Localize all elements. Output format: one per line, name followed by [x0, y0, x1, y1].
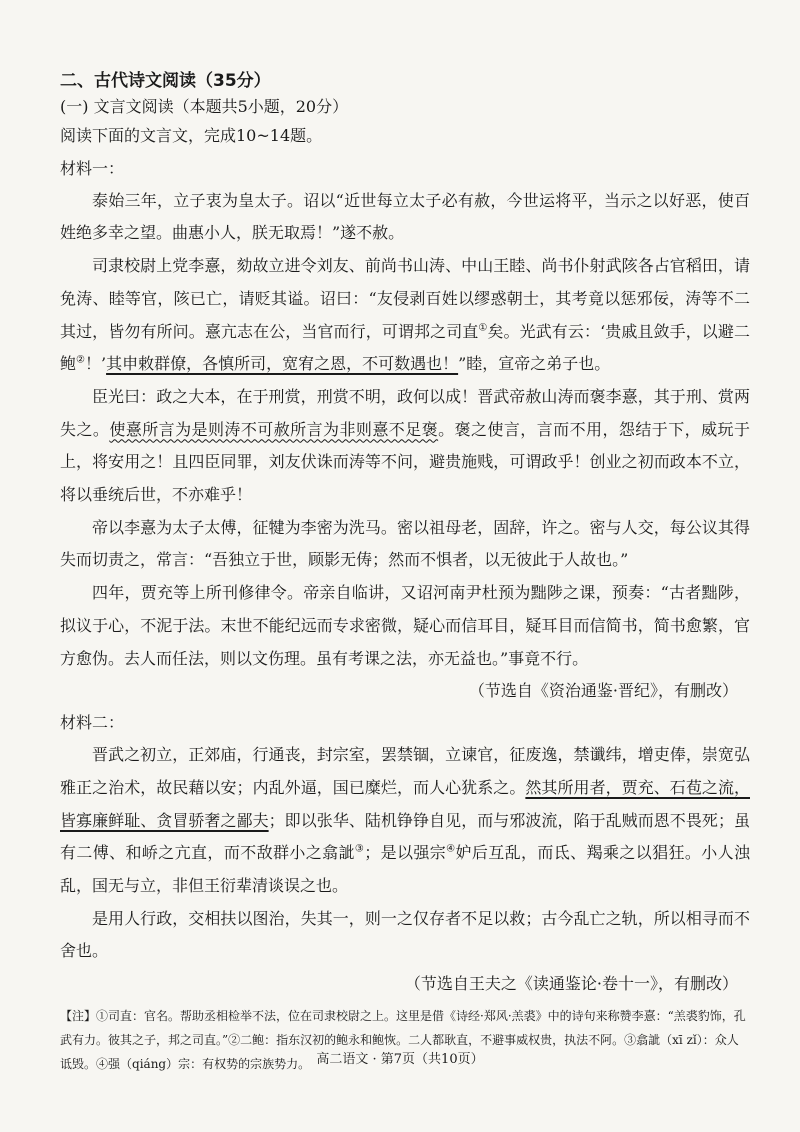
- instruction: 阅读下面的文言文，完成10~14题。: [60, 126, 323, 145]
- section-title: 二、古代诗文阅读（35分）: [60, 71, 271, 91]
- material1-paragraph-4: 帝以李憙为太子太傅，征犍为李密为洗马。密以祖母老，固辞，许之。密与人交，每公议其得失而切责之，常言：“吾独立于世，顾影无俦；然而不惧者，以无彼此于人故也。”: [60, 517, 750, 570]
- wavy-underlined-sentence: 使憙所言为是则涛不可赦所言为非则憙不足褒: [109, 419, 439, 439]
- material2-label: 材料二：: [60, 713, 125, 733]
- note-marker-2: ②: [76, 354, 85, 366]
- material1-label: 材料一：: [60, 158, 125, 178]
- material1-paragraph-3: 臣光曰：政之大本，在于刑赏，刑赏不明，政何以成！晋武帝赦山涛而褒李憙，其于刑、赏两失之。使憙所言为是则涛不可赦所言为非则憙不足褒。褒之使言，言而不用，怨结于下，威玩于上，将安用之！且四臣同罪，刘友伏诛而涛等不问，避贵施贱，可谓政乎！创业之初而政本不立，将以垂统后世，不亦难乎！: [60, 386, 750, 505]
- subsection-title: (一) 文言文阅读（本题共5小题，20分）: [60, 97, 349, 116]
- note-marker-3: ③: [354, 844, 365, 856]
- notes-label: 【注】: [60, 1009, 97, 1024]
- note-marker-4: ④: [446, 844, 456, 856]
- material1-source: （节选自《资治通鉴·晋纪》，有删改）: [468, 681, 738, 701]
- material1-paragraph-2: 司隶校尉上党李憙，劾故立进令刘友、前尚书山涛、中山王睦、尚书仆射武陔各占官稻田，请免涛、睦等官，陔已亡，请贬其谥。诏曰：“友侵剥百姓以缪惑朝士，其考竟以惩邪佞，涛等不二其过，皆勿有所问。憙亢志在公，当官而行，可谓邦之司直①矣。光武有云：‘贵戚且敛手，以避二鲍②！’其申敕群僚，各慎所司，宽宥之恩，不可数遇也！”睦，宣帝之弟子也。: [60, 256, 750, 374]
- note-1: ①司直：官名。帮助丞相检举不法，位在司隶校尉之上。这里是借《诗经·郑风·羔裘》中的诗句来称赞李憙：“羔裘豹饰，孔武有力。彼其之子，邦之司直。”: [60, 1009, 746, 1048]
- note-2: ②二鲍：指东汉初的鲍永和鲍恢。二人都耿直，不避事威权贵，执法不阿。: [228, 1033, 625, 1048]
- note-marker-1: ①: [478, 322, 488, 334]
- material2-paragraph-1: 晋武之初立，正郊庙，行通丧，封宗室，罢禁锢，立谏官，征废逸，禁谶纬，增吏俸，崇宽弘雅正之治术，故民藉以安；内乱外逼，国已糜烂，而人心犹系之。然其所用者，贾充、石苞之流，皆寡廉鲜耻、贪冒骄奢之鄙夫；即以张华、陆机铮铮自见，而与邪波流，陷于乱贼而恩不畏死；虽有二傅、和峤之亢直，而不敌群小之翕訿③；是以强宗④妒后互乱，而氐、羯乘之以猖狂。小人浊乱，国无与立，非但王衍辈清谈误之也。: [60, 745, 750, 896]
- underlined-sentence-2: 然其所用者，贾充、石苞之流，皆寡廉鲜耻、贪冒骄奢之鄙夫: [60, 777, 750, 830]
- material2-paragraph-2: 是用人行政，交相扶以图治，失其一，则一之仅存者不足以救；古今乱亡之轨，所以相寻而不舍也。: [60, 908, 750, 961]
- note-3: ③翕訿（xī zǐ）：众人诋毁。: [60, 1033, 739, 1072]
- material1-paragraph-1: 泰始三年，立子衷为皇太子。诏以“近世每立太子必有赦，今世运将平，当示之以好恶，使百姓绝多幸之望。曲惠小人，朕无取焉！”遂不赦。: [60, 190, 750, 243]
- note-4: ④强（qiáng）宗：有权势的宗族势力。: [96, 1057, 311, 1072]
- underlined-sentence-1: 其申敕群僚，各慎所司，宽宥之恩，不可数遇也！: [106, 354, 459, 374]
- material1-paragraph-5: 四年，贾充等上所刊修律令。帝亲自临讲，又诏河南尹杜预为黜陟之课，预奏：“古者黜陟，拟议于心，不泥于法。末世不能纪远而专求密微，疑心而信耳目，疑耳目而信简书，简书愈繁，官方愈伪。去人而任法，则以文伤理。虽有考课之法，亦无益也。”事竟不行。: [60, 583, 750, 668]
- page-footer: 高二语文 · 第7页（共10页）: [316, 1052, 484, 1067]
- material2-source: （节选自王夫之《读通鉴论·卷十一》，有删改）: [404, 974, 738, 994]
- exam-page: [60, 68, 750, 1076]
